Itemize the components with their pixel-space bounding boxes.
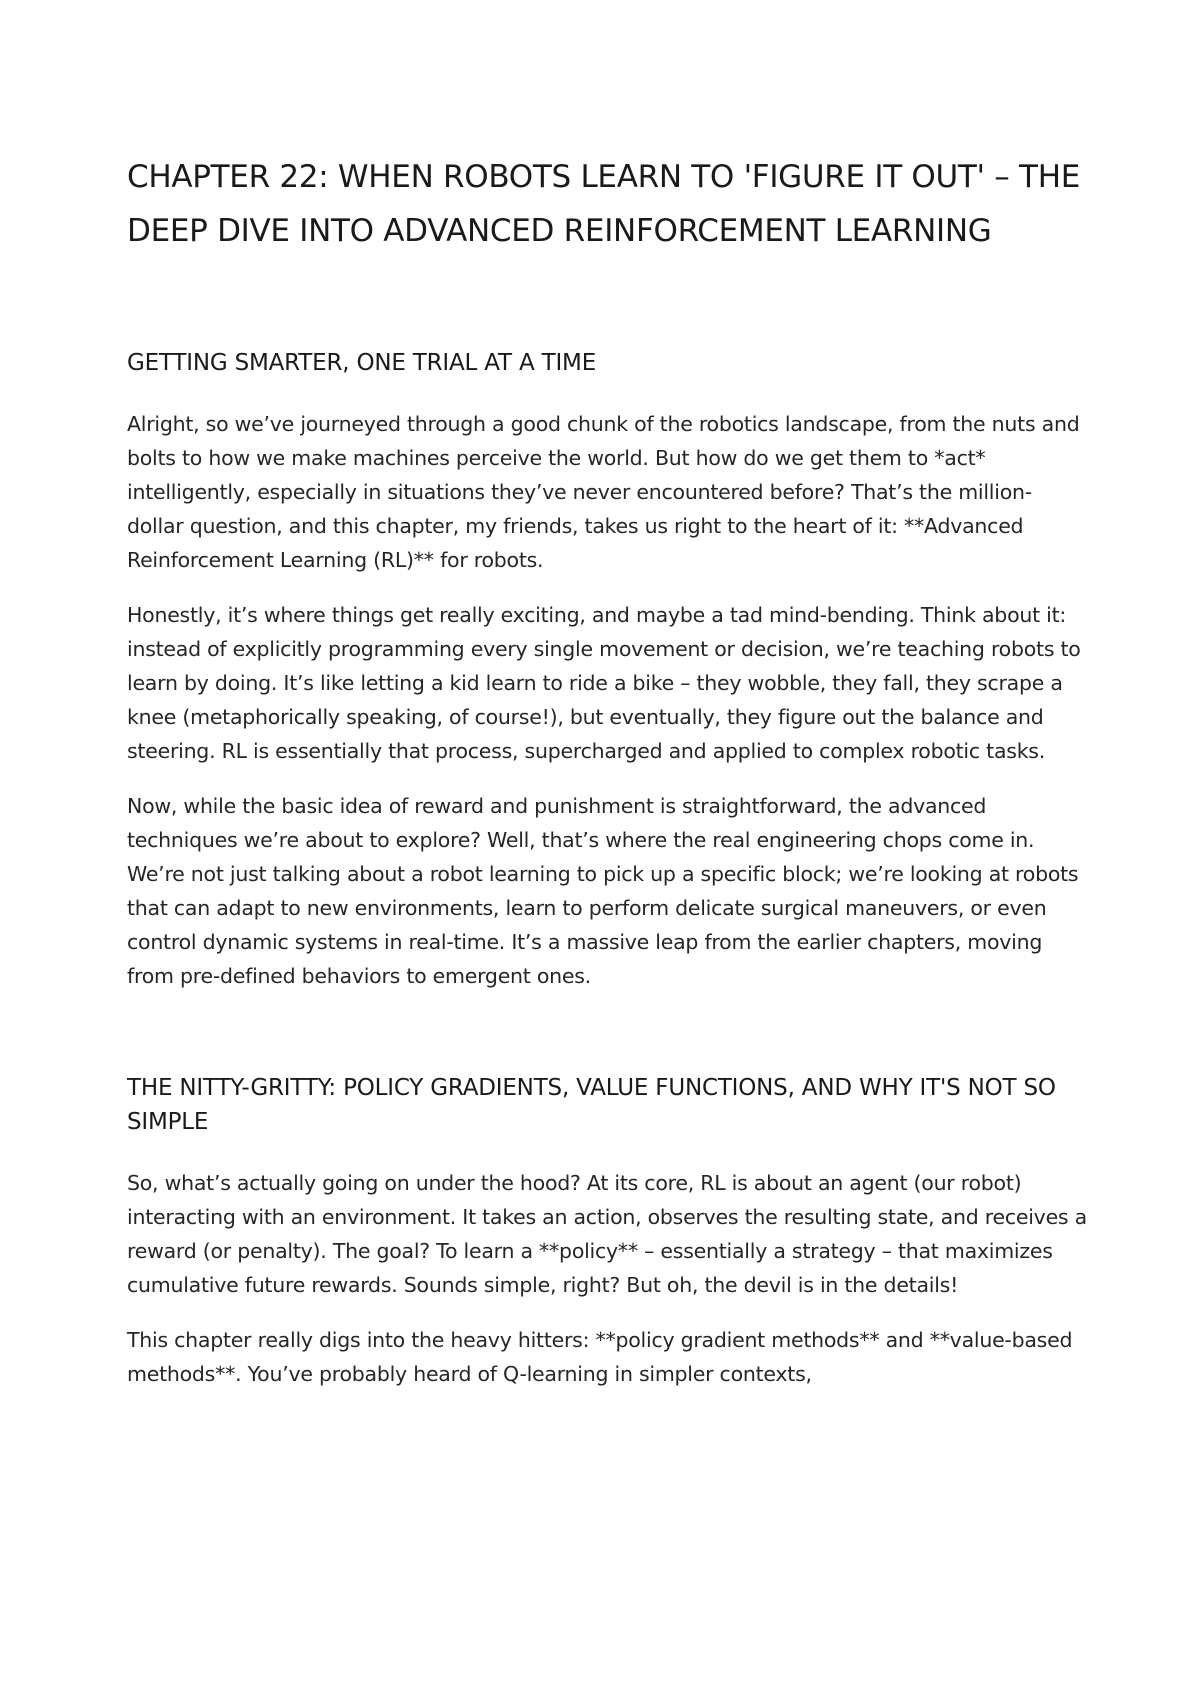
paragraph: This chapter really digs into the heavy hitters: **policy gradient methods** and **value-based methods**. You’ve probably heard of Q-learning in simpler contexts, [127, 1328, 1073, 1386]
document-page [127, 150, 1087, 1391]
paragraph: So, what’s actually going on under the hood? At its core, RL is about an agent (our robot) interacting with an environment. It takes an action, observes the resulting state, and receives a reward (or penalty). The goal? To learn a **policy** – essentially a strategy – that maximizes cumulative future rewards. Sounds simple, right? But oh, the devil is in the details! [127, 1171, 1087, 1297]
chapter-title: CHAPTER 22: WHEN ROBOTS LEARN TO 'FIGURE IT OUT' – THE DEEP DIVE INTO ADVANCED REINFORCEMENT LEARNING [127, 159, 1080, 249]
section-heading: GETTING SMARTER, ONE TRIAL AT A TIME [127, 350, 597, 376]
paragraph: Now, while the basic idea of reward and punishment is straightforward, the advanced techniques we’re about to explore? Well, that’s where the real engineering chops come in. We’re not just talking about a robot learning to pick up a specific block; we’re looking at robots that can adapt to new environments, learn to perform delicate surgical maneuvers, or even control dynamic systems in real-time. It’s a massive leap from the earlier chapters, moving from pre-defined behaviors to emergent ones. [127, 794, 1079, 988]
section-nitty-gritty [127, 1071, 1087, 1391]
paragraph: Alright, so we’ve journeyed through a good chunk of the robotics landscape, from the nuts and bolts to how we make machines perceive the world. But how do we get them to *act* intelligently, especially in situations they’ve never encountered before? That’s the million-dollar question, and this chapter, my friends, takes us right to the heart of it: **Advanced Reinforcement Learning (RL)** for robots. [127, 412, 1080, 572]
section-heading: THE NITTY-GRITTY: POLICY GRADIENTS, VALUE FUNCTIONS, AND WHY IT'S NOT SO SIMPLE [127, 1075, 1056, 1135]
paragraph: Honestly, it’s where things get really exciting, and maybe a tad mind-bending. Think about it: instead of explicitly programming every single movement or decision, we’re teaching robots to learn by doing. It’s like letting a kid learn to ride a bike – they wobble, they fall, they scrape a knee (metaphorically speaking, of course!), but eventually, they figure out the balance and steering. RL is essentially that process, supercharged and applied to complex robotic tasks. [127, 603, 1081, 763]
section-getting-smarter [127, 346, 1087, 993]
